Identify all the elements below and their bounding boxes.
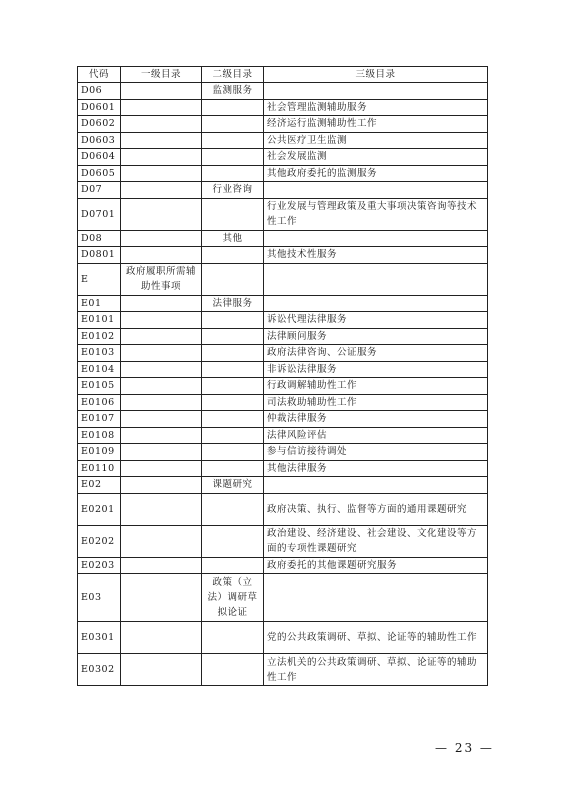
level1-cell xyxy=(121,574,202,622)
code-cell: E0109 xyxy=(78,444,121,461)
level1-cell xyxy=(121,83,202,100)
level2-cell xyxy=(202,165,264,182)
level3-cell: 法律风险评估 xyxy=(264,427,488,444)
level1-cell xyxy=(121,182,202,199)
level1-cell xyxy=(121,247,202,264)
table-row xyxy=(78,263,488,295)
level3-cell: 行业发展与管理政策及重大事项决策咨询等技术性工作 xyxy=(264,198,488,230)
code-cell: E0106 xyxy=(78,394,121,411)
level3-cell xyxy=(264,574,488,622)
level2-cell xyxy=(202,99,264,116)
level2-cell xyxy=(202,247,264,264)
table-row xyxy=(78,525,488,557)
table-row xyxy=(78,247,488,264)
level2-cell xyxy=(202,654,264,686)
code-cell: D0602 xyxy=(78,116,121,133)
level3-cell xyxy=(264,182,488,199)
level1-cell: 政府履职所需辅助性事项 xyxy=(121,263,202,295)
code-cell: E0202 xyxy=(78,525,121,557)
table-row xyxy=(78,361,488,378)
code-cell: D0605 xyxy=(78,165,121,182)
level1-cell xyxy=(121,132,202,149)
table-header-row xyxy=(78,67,488,83)
level2-cell xyxy=(202,116,264,133)
table-row xyxy=(78,444,488,461)
level1-cell xyxy=(121,295,202,312)
table-row xyxy=(78,182,488,199)
level2-cell: 监测服务 xyxy=(202,83,264,100)
code-cell: D08 xyxy=(78,230,121,247)
page-number: — 23 — xyxy=(435,741,494,755)
header-level1: 一级目录 xyxy=(121,67,202,83)
table-row xyxy=(78,345,488,362)
level2-cell xyxy=(202,411,264,428)
level3-cell: 参与信访接待调处 xyxy=(264,444,488,461)
level3-cell: 其他技术性服务 xyxy=(264,247,488,264)
level3-cell: 司法救助辅助性工作 xyxy=(264,394,488,411)
level3-cell xyxy=(264,230,488,247)
level3-cell: 社会发展监测 xyxy=(264,149,488,166)
level3-cell xyxy=(264,295,488,312)
level3-cell: 党的公共政策调研、草拟、论证等的辅助性工作 xyxy=(264,622,488,654)
level1-cell xyxy=(121,525,202,557)
level1-cell xyxy=(121,411,202,428)
level1-cell xyxy=(121,394,202,411)
table-row xyxy=(78,394,488,411)
code-cell: E0105 xyxy=(78,378,121,395)
code-cell: E0301 xyxy=(78,622,121,654)
header-level2: 二级目录 xyxy=(202,67,264,83)
level3-cell xyxy=(264,263,488,295)
table-row xyxy=(78,460,488,477)
table-row xyxy=(78,83,488,100)
code-cell: E0302 xyxy=(78,654,121,686)
level2-cell xyxy=(202,557,264,574)
code-cell: E0101 xyxy=(78,312,121,329)
level2-cell xyxy=(202,427,264,444)
level3-cell: 政府法律咨询、公证服务 xyxy=(264,345,488,362)
code-cell: E0102 xyxy=(78,328,121,345)
code-cell: E0110 xyxy=(78,460,121,477)
table-row xyxy=(78,116,488,133)
level2-cell xyxy=(202,378,264,395)
table-row xyxy=(78,312,488,329)
code-cell: E xyxy=(78,263,121,295)
level2-cell: 课题研究 xyxy=(202,477,264,494)
code-cell: E02 xyxy=(78,477,121,494)
table-row xyxy=(78,574,488,622)
level1-cell xyxy=(121,622,202,654)
level3-cell: 立法机关的公共政策调研、草拟、论证等的辅助性工作 xyxy=(264,654,488,686)
table-row xyxy=(78,198,488,230)
level3-cell xyxy=(264,477,488,494)
level2-cell: 法律服务 xyxy=(202,295,264,312)
level1-cell xyxy=(121,312,202,329)
code-cell: D07 xyxy=(78,182,121,199)
level2-cell xyxy=(202,525,264,557)
table-row xyxy=(78,378,488,395)
table-row xyxy=(78,493,488,525)
level1-cell xyxy=(121,427,202,444)
level3-cell: 其他法律服务 xyxy=(264,460,488,477)
level2-cell xyxy=(202,444,264,461)
level2-cell xyxy=(202,394,264,411)
table-row xyxy=(78,295,488,312)
level2-cell xyxy=(202,493,264,525)
level1-cell xyxy=(121,165,202,182)
code-cell: E01 xyxy=(78,295,121,312)
level3-cell: 政治建设、经济建设、社会建设、文化建设等方面的专项性课题研究 xyxy=(264,525,488,557)
level1-cell xyxy=(121,345,202,362)
level2-cell xyxy=(202,312,264,329)
code-cell: D0701 xyxy=(78,198,121,230)
code-cell: D0603 xyxy=(78,132,121,149)
level1-cell xyxy=(121,198,202,230)
table-row xyxy=(78,328,488,345)
level3-cell: 其他政府委托的监测服务 xyxy=(264,165,488,182)
level2-cell: 其他 xyxy=(202,230,264,247)
code-cell: E03 xyxy=(78,574,121,622)
table-row xyxy=(78,230,488,247)
level3-cell: 政府决策、执行、监督等方面的通用课题研究 xyxy=(264,493,488,525)
level2-cell xyxy=(202,622,264,654)
level1-cell xyxy=(121,654,202,686)
level2-cell xyxy=(202,149,264,166)
table-row xyxy=(78,557,488,574)
level1-cell xyxy=(121,361,202,378)
level1-cell xyxy=(121,99,202,116)
table-row xyxy=(78,622,488,654)
level1-cell xyxy=(121,493,202,525)
level1-cell xyxy=(121,557,202,574)
table-row xyxy=(78,654,488,686)
level3-cell: 行政调解辅助性工作 xyxy=(264,378,488,395)
table-row xyxy=(78,427,488,444)
table-row xyxy=(78,149,488,166)
level3-cell: 诉讼代理法律服务 xyxy=(264,312,488,329)
code-cell: E0108 xyxy=(78,427,121,444)
level1-cell xyxy=(121,378,202,395)
level1-cell xyxy=(121,460,202,477)
header-code: 代码 xyxy=(78,67,121,83)
level2-cell xyxy=(202,361,264,378)
level2-cell: 政策（立法）调研草拟论证 xyxy=(202,574,264,622)
level2-cell: 行业咨询 xyxy=(202,182,264,199)
code-cell: E0103 xyxy=(78,345,121,362)
level3-cell: 非诉讼法律服务 xyxy=(264,361,488,378)
level3-cell xyxy=(264,83,488,100)
level3-cell: 仲裁法律服务 xyxy=(264,411,488,428)
code-cell: D0601 xyxy=(78,99,121,116)
level2-cell xyxy=(202,328,264,345)
code-cell: E0104 xyxy=(78,361,121,378)
level1-cell xyxy=(121,230,202,247)
header-level3: 三级目录 xyxy=(264,67,488,83)
code-cell: E0201 xyxy=(78,493,121,525)
level2-cell xyxy=(202,132,264,149)
table-row xyxy=(78,477,488,494)
level3-cell: 公共医疗卫生监测 xyxy=(264,132,488,149)
table-row xyxy=(78,411,488,428)
table-row xyxy=(78,132,488,149)
level3-cell: 经济运行监测辅助性工作 xyxy=(264,116,488,133)
level1-cell xyxy=(121,477,202,494)
code-cell: D0604 xyxy=(78,149,121,166)
level3-cell: 法律顾问服务 xyxy=(264,328,488,345)
level1-cell xyxy=(121,149,202,166)
catalog-table xyxy=(77,66,488,686)
level1-cell xyxy=(121,116,202,133)
level3-cell: 政府委托的其他课题研究服务 xyxy=(264,557,488,574)
level1-cell xyxy=(121,444,202,461)
level2-cell xyxy=(202,198,264,230)
table-body xyxy=(78,83,488,686)
code-cell: E0107 xyxy=(78,411,121,428)
table-row xyxy=(78,165,488,182)
code-cell: D06 xyxy=(78,83,121,100)
level2-cell xyxy=(202,460,264,477)
code-cell: D0801 xyxy=(78,247,121,264)
code-cell: E0203 xyxy=(78,557,121,574)
table-row xyxy=(78,99,488,116)
level3-cell: 社会管理监测辅助服务 xyxy=(264,99,488,116)
level2-cell xyxy=(202,345,264,362)
level1-cell xyxy=(121,328,202,345)
level2-cell xyxy=(202,263,264,295)
